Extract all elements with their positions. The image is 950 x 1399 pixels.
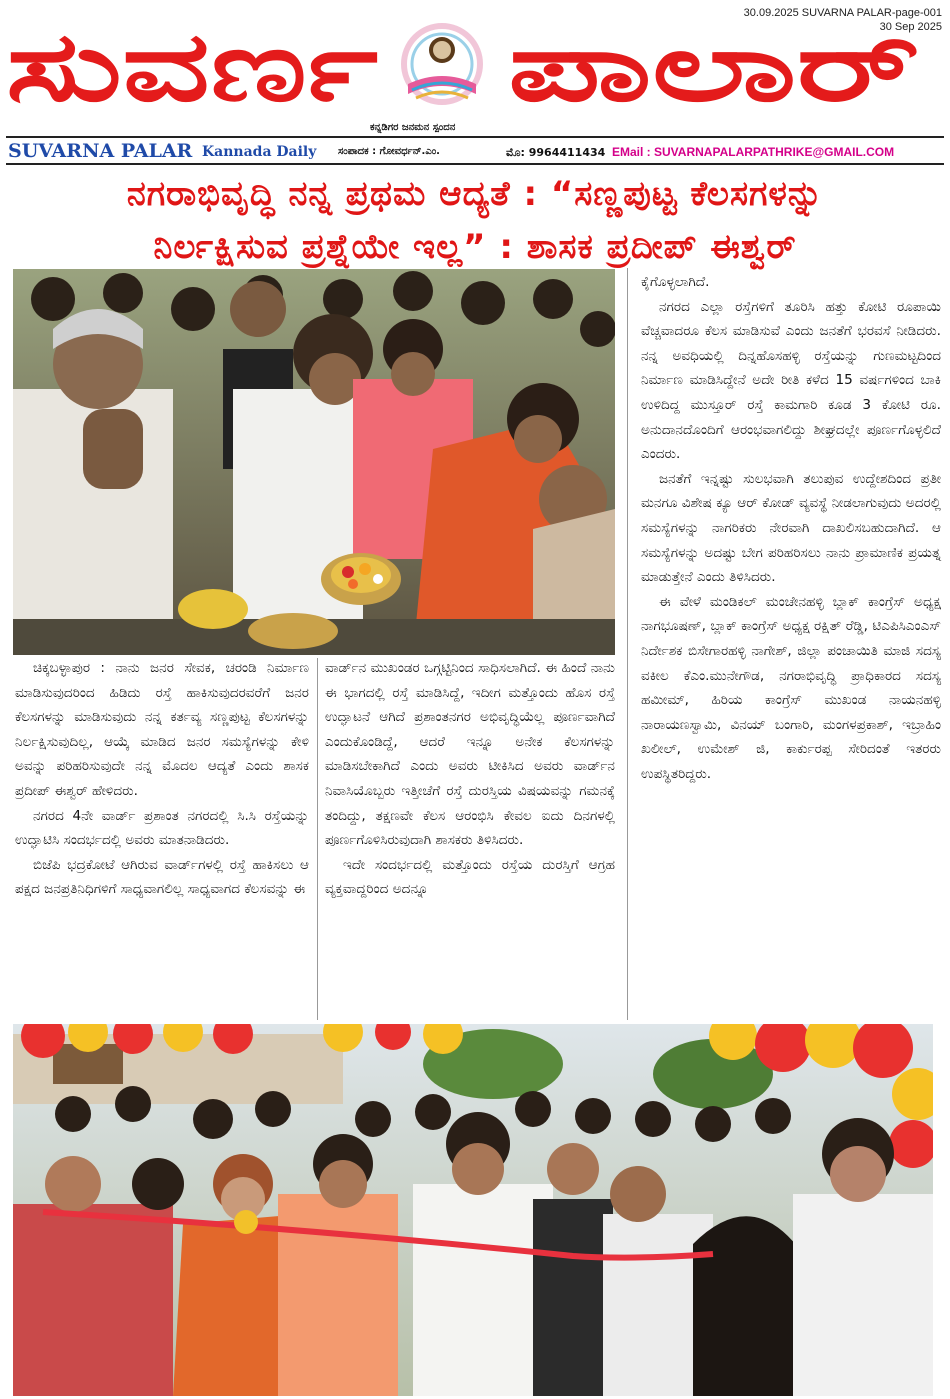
phone-number: ಮೊ: 9964411434 — [506, 146, 606, 159]
tagline: ಕನ್ನಡಿಗರ ಜನಮನ ಸ್ಪಂದನ — [370, 122, 456, 133]
paragraph: ನಗರದ ಎಲ್ಲಾ ರಸ್ತೆಗಳಿಗೆ ತೂರಿಸಿ ಹತ್ತು ಕೋಟಿ ರೂಪಾಯಿ ವೆಚ್ಚವಾದರೂ ಕೆಲಸ ಮಾಡಿಸುವೆ ಎಂದು ಜನತೆಗೆ ಭರವಸೆ ನೀಡಿದರು. ನನ್ನ ಅವಧಿಯಲ್ಲಿ ದಿನ್ನಹೊಸಹಳ್ಳಿ ರಸ್ತೆಯನ್ನು ಗುಣಮಟ್ಟದಿಂದ ನಿರ್ಮಾಣ ಮಾಡಿಸಿದ್ದೇನೆ ಅದೇ ರೀತಿ ಕಳೆದ 15 ವರ್ಷಗಳಿಂದ ಬಾಕಿ ಉಳಿದಿದ್ದ ಮುಸ್ತೂರ್ ರಸ್ತೆ ಕಾಮಗಾರಿ ಕೂಡ 3 ಕೋಟಿ ರೂ. ಅನುದಾನದೊಂದಿಗೆ ಆರಂಭವಾಗಲಿದ್ದು ಶೀಘ್ರದಲ್ಲೇ ಪೂರ್ಣಗೊಳ್ಳಲಿದೆ ಎಂದರು. — [641, 298, 941, 463]
email-address: EMail : SUVARNAPALARPATHRIKE@GMAIL.COM — [612, 145, 895, 159]
article-column-3 — [641, 270, 941, 786]
title-left-graphic — [4, 0, 384, 118]
paragraph: ನಗರದ 4ನೇ ವಾರ್ಡ್ ಪ್ರಶಾಂತ ನಗರದಲ್ಲಿ ಸಿ.ಸಿ ರಸ್ತೆಯನ್ನು ಉದ್ಘಾಟಿಸಿ ಸಂದರ್ಭದಲ್ಲಿ ಅವರು ಮಾತನಾಡಿದರು. — [15, 807, 309, 849]
brand-name-english: SUVARNA PALAR — [8, 140, 193, 162]
paragraph: ಈ ವೇಳೆ ಮಂಡಿಕಲ್ ಮಂಚೇನಹಳ್ಳಿ ಬ್ಲಾಕ್ ಕಾಂಗ್ರೆಸ್ ಅಧ್ಯಕ್ಷ ನಾಗಭೂಷಣ್, ಬ್ಲಾಕ್ ಕಾಂಗ್ರೆಸ್ ಅಧ್ಯಕ್ಷ ರಕ್ಷಿತ್ ರೆಡ್ಡಿ, ಟಿಎಪಿಸಿಎಂಎಸ್ ನಿರ್ದೇಶಕ ಬಿಸೇಗಾರಹಳ್ಳಿ ನಾಗೇಶ್, ಜಿಲ್ಲಾ ಪಂಚಾಯಿತಿ ಮಾಜಿ ಸದಸ್ಯ ವಕೀಲ ಕೆಎಂ.ಮುನೇಗೌಡ, ನಗರಾಭಿವೃದ್ಧಿ ಪ್ರಾಧಿಕಾರದ ಸದಸ್ಯ ಹಮೀಮ್, ಹಿರಿಯ ಕಾಂಗ್ರೆಸ್ ಮುಖಂಡ ನಾಯನಹಳ್ಳಿ ನಾರಾಯಣಸ್ವಾಮಿ, ವಿನಯ್ ಬಂಗಾರಿ, ಮಂಗಳಪ್ರಕಾಶ್, ಇಬ್ರಾಹಿಂ ಖಲೀಲ್, ಉಮೇಶ್ ಜಿ, ಕಾರ್ಕುರಪ್ಪ ಸೇರಿದಂತೆ ಇತರರು ಉಪಸ್ಥಿತರಿದ್ದರು. — [641, 593, 941, 782]
page-label: 30.09.2025 SUVARNA PALAR-page-001 — [743, 7, 942, 19]
headline — [10, 168, 940, 274]
title-left-clip — [4, 0, 384, 118]
paragraph: ಬಿಜೆಪಿ ಭದ್ರಕೋಟೆ ಆಗಿರುವ ವಾರ್ಡ್‌ಗಳಲ್ಲಿ ರಸ್ತೆ ಹಾಕಿಸಲು ಆ ಪಕ್ಷದ ಜನಪ್ರತಿನಿಧಿಗಳಿಗೆ ಸಾಧ್ಯವಾಗಲಿಲ್ಲ ಸಾಧ್ಯವಾಗದ ಕೆಲಸವನ್ನು ಈ — [15, 856, 309, 898]
headline-line-2: ನಿರ್ಲಕ್ಷಿಸುವ ಪ್ರಶ್ನೆಯೇ ಇಲ್ಲ” : ಶಾಸಕ ಪ್ರದೀಪ್ ಈಶ್ವರ್ — [153, 227, 797, 267]
newspaper-title-right: ಪಾಲಾರ್ — [508, 11, 920, 118]
paragraph: ಜನತೆಗೆ ಇನ್ನಷ್ಟು ಸುಲಭವಾಗಿ ತಲುಪುವ ಉದ್ದೇಶದಿಂದ ಪ್ರತೀ ಮನಗೂ ವಿಶೇಷ ಕ್ಯೂ ಆರ್ ಕೋಡ್ ವ್ಯವಸ್ಥೆ ನೀಡಲಾಗುವುದು ಅದರಲ್ಲಿ ಸಮಸ್ಯೆಗಳನ್ನು ನಾಗರಿಕರು ನೇರವಾಗಿ ದಾಖಲಿಸಬಹುದಾಗಿದೆ. ಆ ಸಮಸ್ಯೆಗಳನ್ನು ಅದಷ್ಟು ಬೇಗ ಪರಿಹರಿಸಲು ನಾನು ಪ್ರಾಮಾಣಿಕ ಪ್ರಯತ್ನ ಮಾಡುತ್ತೇನೆ ಎಂದು ತಿಳಿಸಿದರು. — [641, 470, 941, 586]
editor-name: ಸಂಪಾದಕ : ಗೋವರ್ಧನ್.ಎಂ. — [338, 146, 440, 157]
paragraph: ಚಿಕ್ಕಬಳ್ಳಾಪುರ : ನಾನು ಜನರ ಸೇವಕ, ಚರಂಡಿ ನಿರ್ಮಾಣ ಮಾಡಿಸುವುದರಿಂದ ಹಿಡಿದು ರಸ್ತೆ ಹಾಕಿಸುವುದರವರೆಗೆ ಜನರ ಕೆಲಸಗಳನ್ನು ಮಾಡಿಸುವುದು ನನ್ನ ಕರ್ತವ್ಯ ಸಣ್ಣಪುಟ್ಟ ಕೆಲಸಗಳನ್ನು ನಿರ್ಲಕ್ಷಿಸುವುದಿಲ್ಲ, ಆಯ್ಕೆ ಮಾಡಿದ ಜನರ ಸಮಸ್ಯೆಗಳನ್ನು ಕೇಳಿ ಅವನ್ನು ಪರಿಹರಿಸುವುದೇ ನನ್ನ ಮೊದಲ ಆದ್ಯತೆ ಎಂದು ಶಾಸಕ ಪ್ರದೀಪ್ ಈಶ್ವರ್ ಹೇಳಿದರು. — [15, 660, 309, 799]
ceremony-photo — [13, 269, 615, 655]
edition-info — [744, 6, 942, 34]
column-divider — [627, 268, 628, 1020]
article-column-1 — [15, 656, 309, 902]
paragraph: ವಾರ್ಡ್‌ನ ಮುಖಂಡರ ಒಗ್ಗಟ್ಟಿನಿಂದ ಸಾಧಿಸಲಾಗಿದೆ. ಈ ಹಿಂದೆ ನಾನು ಈ ಭಾಗದಲ್ಲಿ ರಸ್ತೆ ಮಾಡಿಸಿದ್ದೆ, ಇದೀಗ ಮತ್ತೊಂದು ಹೊಸ ರಸ್ತೆ ಉದ್ಘಾಟನೆ ಆಗಿದೆ ಪ್ರಶಾಂತನಗರ ಅಭಿವೃದ್ಧಿಯೆಲ್ಲ ಪೂರ್ಣವಾಗಿದೆ ಎಂದುಕೊಂಡಿದ್ದೆ, ಆದರೆ ಇನ್ನೂ ಅನೇಕ ಕೆಲಸಗಳನ್ನು ಮಾಡಿಸಬೇಕಾಗಿದೆ ಎಂದು ಅವರು ಟೀಕಿಸಿದ ಅವರು ವಾರ್ಡ್‌ನ ನಿವಾಸಿಯೊಬ್ಬರು ಇತ್ತೀಚೆಗೆ ರಸ್ತೆ ದುರಸ್ತಿಯ ವಿಷಯವನ್ನು ಗಮನಕ್ಕೆ ತಂದಿದ್ದು, ತಕ್ಷಣವೇ ಕೆಲಸ ಆರಂಭಿಸಿ ಕೇವಲ ಐದು ದಿನಗಳಲ್ಲಿ ಪೂರ್ಣಗೊಳಿಸಿರುವುದಾಗಿ ಶಾಸಕರು ತಿಳಿಸಿದರು. — [325, 660, 615, 849]
newspaper-logo — [386, 18, 498, 120]
paragraph: ಇದೇ ಸಂದರ್ಭದಲ್ಲಿ ಮತ್ತೊಂದು ರಸ್ತೆಯ ದುರಸ್ತಿಗೆ ಆಗ್ರಹ ವ್ಯಕ್ತವಾದ್ದರಿಂದ ಅದನ್ನೂ — [325, 856, 615, 898]
column-divider — [317, 658, 318, 1020]
brand-subtitle: Kannada Daily — [202, 144, 317, 160]
masthead-bottom-rule — [6, 163, 944, 165]
paragraph: ಕೈಗೊಳ್ಳಲಾಗಿದೆ. — [641, 274, 710, 290]
ribbon-cutting-photo — [13, 1024, 933, 1396]
masthead-rule — [6, 136, 944, 138]
masthead — [0, 0, 950, 165]
article-column-2 — [325, 656, 615, 902]
headline-line-1: ನಗರಾಭಿವೃದ್ಧಿ ನನ್ನ ಪ್ರಥಮ ಆದ್ಯತೆ : “ಸಣ್ಣಪುಟ್ಟ ಕೆಲಸಗಳನ್ನು — [126, 174, 824, 214]
newspaper-title-left: ಸುವರ್ಣ — [6, 11, 379, 118]
edition-date: 30 Sep 2025 — [879, 21, 942, 33]
